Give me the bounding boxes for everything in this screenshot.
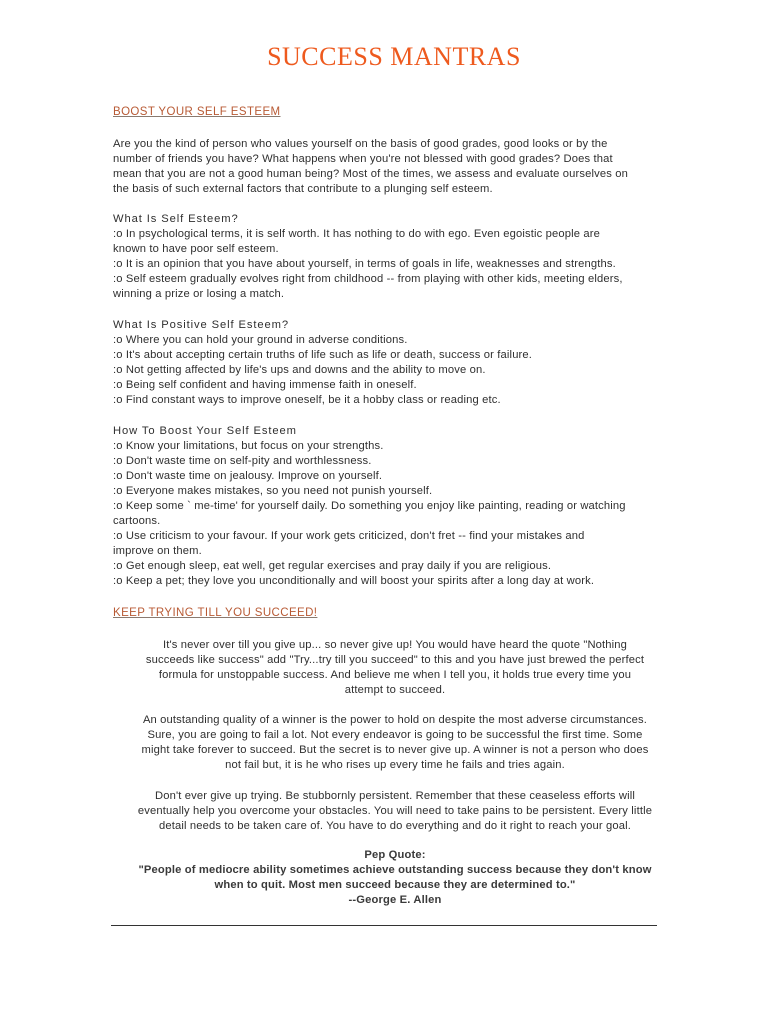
text-line: Are you the kind of person who values yourself on the basis of good grades, good looks or by the bbox=[113, 138, 608, 150]
horizontal-divider bbox=[111, 925, 657, 926]
page-title: SUCCESS MANTRAS bbox=[267, 42, 521, 71]
text-line: :o In psychological terms, it is self worth. It has nothing to do with ego. Even egoistic people are bbox=[113, 228, 600, 240]
text-line: :o Find constant ways to improve oneself, be it a hobby class or reading etc. bbox=[113, 394, 501, 406]
pep-quote-line: "People of mediocre ability sometimes achieve outstanding success because they don't know bbox=[138, 864, 652, 876]
text-line: It's never over till you give up... so never give up! You would have heard the quote "Nothing bbox=[162, 639, 628, 651]
text-line: known to have poor self esteem. bbox=[113, 243, 279, 255]
text-line: :o Keep some ` me-time' for yourself daily. Do something you enjoy like painting, reading or watching bbox=[113, 500, 626, 512]
text-line: :o Keep a pet; they love you unconditionally and will boost your spirits after a long day at work. bbox=[113, 575, 595, 587]
intro-paragraph bbox=[113, 137, 677, 197]
text-line: detail needs to be taken care of. You have to do everything and do it right to reach your goal. bbox=[158, 820, 631, 832]
keep-trying-paragraph-1 bbox=[113, 638, 677, 698]
pep-quote bbox=[113, 848, 677, 908]
text-line: An outstanding quality of a winner is the power to hold on despite the most adverse circumstances. bbox=[142, 714, 648, 726]
subheading-positive-self-esteem: What Is Positive Self Esteem? bbox=[113, 319, 289, 331]
section-heading-keep-trying[interactable]: KEEP TRYING TILL YOU SUCCEED! bbox=[113, 607, 318, 619]
text-line: :o Don't waste time on jealousy. Improve on yourself. bbox=[113, 470, 383, 482]
text-line: improve on them. bbox=[113, 545, 202, 557]
text-line: not fail but, it is he who rises up every time he fails and tries again. bbox=[225, 759, 565, 771]
section-heading-boost-self-esteem[interactable]: BOOST YOUR SELF ESTEEM bbox=[113, 106, 281, 118]
text-line: :o It's about accepting certain truths of life such as life or death, success or failure. bbox=[113, 349, 533, 361]
text-line: attempt to succeed. bbox=[344, 684, 446, 696]
subheading-how-to-boost: How To Boost Your Self Esteem bbox=[113, 425, 297, 437]
pep-quote-label: Pep Quote: bbox=[364, 849, 426, 861]
text-line: might take forever to succeed. But the secret is to never give up. A winner is not a person who does bbox=[141, 744, 649, 756]
keep-trying-paragraph-2 bbox=[113, 713, 677, 773]
text-line: cartoons. bbox=[113, 515, 161, 527]
text-line: :o It is an opinion that you have about yourself, in terms of goals in life, weaknesses and strengths. bbox=[113, 258, 616, 270]
text-line: Don't ever give up trying. Be stubbornly persistent. Remember that these ceaseless efforts will bbox=[154, 790, 636, 802]
text-line: succeeds like success" add "Try...try till you succeed" to this and you have just brewed the perfect bbox=[145, 654, 645, 666]
subheading-what-is-self-esteem: What Is Self Esteem? bbox=[113, 213, 239, 225]
text-line: the basis of such external factors that contribute to a plunging self esteem. bbox=[113, 183, 493, 195]
text-line: :o Where you can hold your ground in adverse conditions. bbox=[113, 334, 408, 346]
text-line: :o Don't waste time on self-pity and worthlessness. bbox=[113, 455, 372, 467]
text-line: :o Not getting affected by life's ups and downs and the ability to move on. bbox=[113, 364, 486, 376]
text-line: winning a prize or losing a match. bbox=[113, 288, 285, 300]
text-line: Sure, you are going to fail a lot. Not every endeavor is going to be successful the first time. Some bbox=[147, 729, 643, 741]
text-line: mean that you are not a good human being? Most of the times, we assess and evaluate ourselves on bbox=[113, 168, 629, 180]
text-line: :o Know your limitations, but focus on your strengths. bbox=[113, 440, 384, 452]
pep-quote-line: when to quit. Most men succeed because they are determined to." bbox=[214, 879, 576, 891]
positive-self-esteem-block bbox=[113, 318, 677, 408]
how-to-boost-block bbox=[113, 424, 677, 589]
text-line: :o Use criticism to your favour. If your work gets criticized, don't fret -- find your mistakes and bbox=[113, 530, 585, 542]
pep-quote-author: --George E. Allen bbox=[348, 894, 442, 906]
keep-trying-paragraph-3 bbox=[113, 789, 677, 834]
text-line: :o Being self confident and having immense faith in oneself. bbox=[113, 379, 417, 391]
what-is-self-esteem-block bbox=[113, 212, 677, 302]
text-line: :o Self esteem gradually evolves right from childhood -- from playing with other kids, meeting elders, bbox=[113, 273, 623, 285]
text-line: formula for unstoppable success. And believe me when I tell you, it holds true every time you bbox=[158, 669, 632, 681]
text-line: :o Everyone makes mistakes, so you need not punish yourself. bbox=[113, 485, 433, 497]
text-line: eventually help you overcome your obstacles. You will need to take pains to be persistent. Every little bbox=[137, 805, 653, 817]
text-line: number of friends you have? What happens when you're not blessed with good grades? Does that bbox=[113, 153, 613, 165]
text-line: :o Get enough sleep, eat well, get regular exercises and pray daily if you are religious. bbox=[113, 560, 552, 572]
